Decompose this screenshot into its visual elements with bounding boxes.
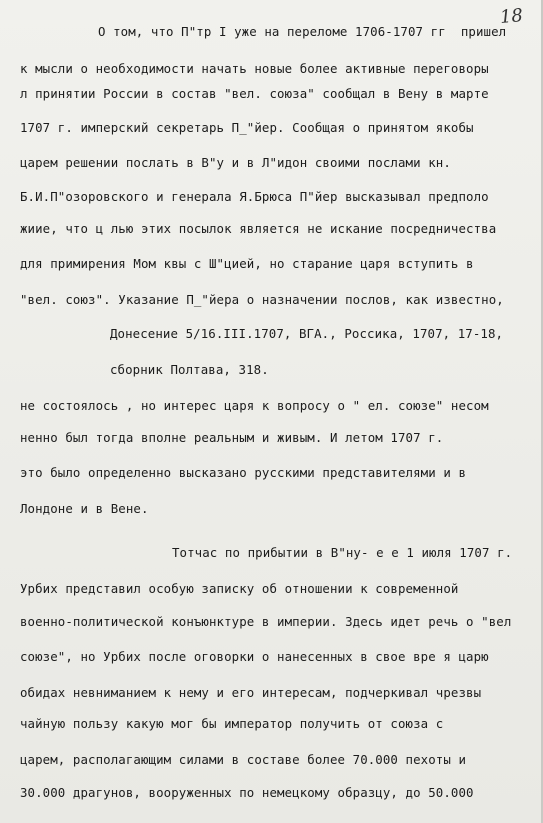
text-line: военно-политической конъюнктуре в империи. Здесь идет речь о "вел <box>20 614 512 629</box>
text-line: 30.000 драгунов, вооруженных по немецкому образцу, до 50.000 <box>20 785 474 800</box>
text-line: Лондоне и в Вене. <box>20 501 149 516</box>
text-line: не состоялось , но интерес царя к вопросу о " ел. союзе" несом <box>20 398 489 413</box>
page-number: 18 <box>499 5 524 28</box>
text-line: царем решении послать в В"у и в Л"идон своими послами кн. <box>20 155 451 170</box>
text-line: "вел. союз". Указание П_"йера о назначении послов, как известно, <box>20 292 504 307</box>
text-line: обидах невниманием к нему и его интересам, подчеркивал чрезвы <box>20 685 482 700</box>
text-line: 1707 г. имперский секретарь П_"йер. Сообщая о принятом якобы <box>20 120 474 135</box>
text-line: О том, что П"тр I уже на переломе 1706-1707 гг пришел <box>98 24 507 39</box>
text-line: жиие, что ц лью этих посылок является не искание посредничества <box>20 221 497 236</box>
text-line: л принятии России в состав "вел. союза" сообщал в Вену в марте <box>20 86 489 101</box>
text-line: союзе", но Урбих после оговорки о нанесенных в свое вре я царю <box>20 649 489 664</box>
text-line: чайную пользу какую мог бы император получить от союза с <box>20 716 444 731</box>
text-line: Тотчас по прибытии в В"ну- е е 1 июля 1707 г. <box>172 545 513 560</box>
text-line: это было определенно высказано русскими представителями и в <box>20 465 467 480</box>
text-line: Б.И.П"озоровского и генерала Я.Брюса П"йер высказывал предполо <box>20 189 489 204</box>
text-line: ненно был тогда вполне реальным и живым. И летом 1707 г. <box>20 430 444 445</box>
text-line: для примирения Мом квы с Ш"цией, но старание царя вступить в <box>20 256 474 271</box>
text-line: Урбих представил особую записку об отношении к современной <box>20 581 459 596</box>
footnote-line: сборник Полтава, 318. <box>110 362 269 377</box>
text-line: к мысли о необходимости начать новые более активные переговоры <box>20 61 489 76</box>
text-line: царем, располагающим силами в составе более 70.000 пехоты и <box>20 752 467 767</box>
footnote-line: Донесение 5/16.III.1707, ВГА., Россика, 1707, 17-18, <box>110 326 504 341</box>
